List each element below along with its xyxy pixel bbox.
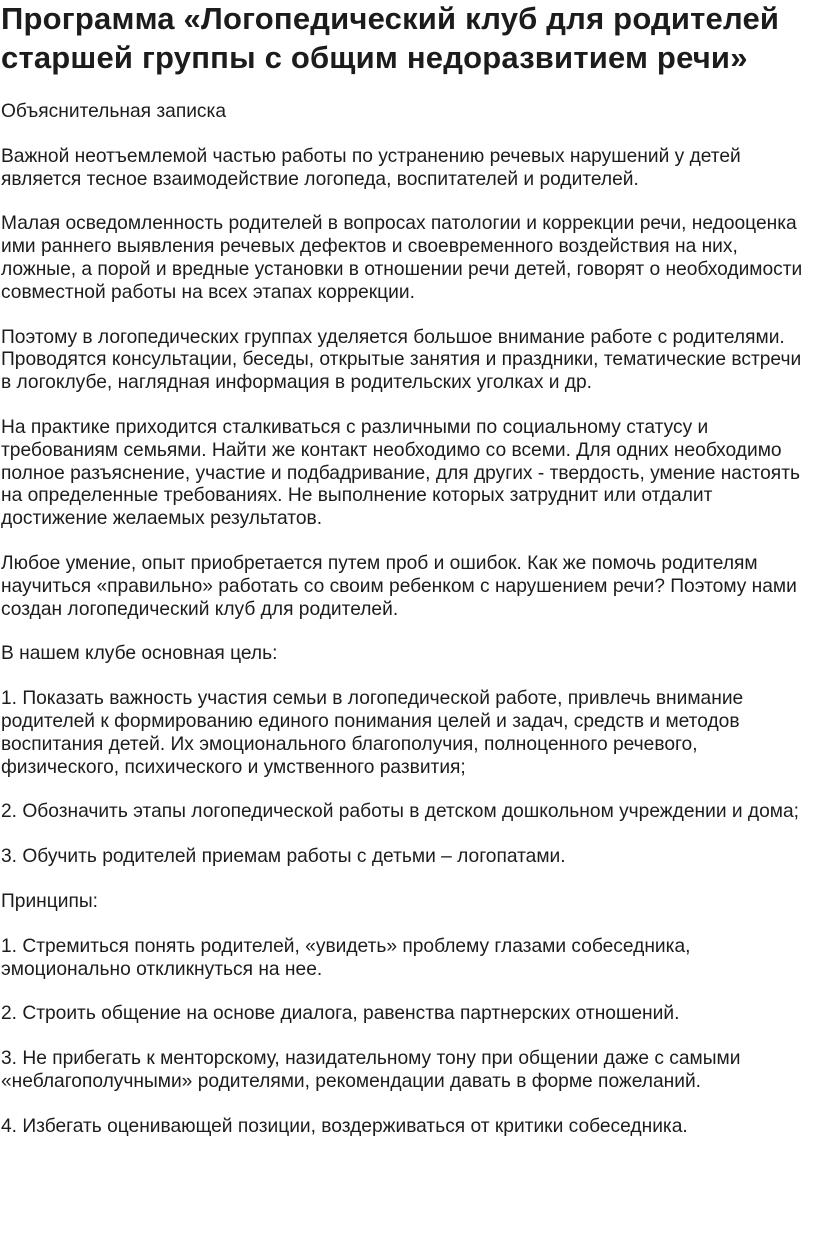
paragraph-practice: На практике приходится сталкиваться с различными по социальному статусу и требованиям семьями. Найти же контакт необходимо со всеми. Для одних необходимо полное разъяснение, участие и подбадривание, для других - твердость, умение настоять на определенные требованиях. Не выполнение которых затруднит или отдалит достижение желаемых результатов. — [1, 416, 800, 530]
list-item-principle-2: 2. Строить общение на основе диалога, равенства партнерских отношений. — [1, 1003, 680, 1025]
list-item-principle-4: 4. Избегать оценивающей позиции, воздерживаться от критики собеседника. — [1, 1115, 688, 1137]
paragraph-principles-heading: Принципы: — [1, 890, 98, 912]
list-item-goal-1: 1. Показать важность участия семьи в логопедической работе, привлечь внимание родителей к формированию единого понимания целей и задач, средств и методов воспитания детей. Их эмоционального благополучия, полноценного речевого, физического, психического и умственного развития; — [1, 688, 744, 778]
paragraph-groups: Поэтому в логопедических группах уделяется большое внимание работе с родителями. Проводятся консультации, беседы, открытые занятия и праздники, тематические встречи в логоклубе, наглядная информация в родительских уголках и др. — [1, 326, 802, 394]
paragraph-intro: Важной неотъемлемой частью работы по устранению речевых нарушений у детей является тесное взаимодействие логопеда, воспитателей и родителей. — [1, 145, 741, 190]
list-item-goal-3: 3. Обучить родителей приемам работы с детьми – логопатами. — [1, 846, 566, 868]
document-subtitle: Объяснительная записка — [1, 101, 227, 122]
paragraph-awareness: Малая осведомленность родителей в вопросах патологии и коррекции речи, недооценка ими раннего выявления речевых дефектов и своевременного воздействия на них, ложные, а порой и вредные установки в отношении речи детей, говорят о необходимости совместной работы на всех этапах коррекции. — [1, 213, 803, 303]
document-title: Программа «Логопедический клуб для родителей старшей группы с общим недоразвитием речи» — [1, 1, 780, 75]
list-item-goal-2: 2. Обозначить этапы логопедической работы в детском дошкольном учреждении и дома; — [1, 801, 799, 823]
paragraph-club: Любое умение, опыт приобретается путем проб и ошибок. Как же помочь родителям научиться «правильно» работать со своим ребенком с нарушением речи? Поэтому нами создан логопедический клуб для родителей. — [1, 552, 797, 620]
paragraph-goal-heading: В нашем клубе основная цель: — [1, 643, 278, 665]
list-item-principle-3: 3. Не прибегать к менторскому, назидательному тону при общении даже с самыми «неблагополучными» родителями, рекомендации давать в форме пожеланий. — [1, 1048, 741, 1092]
list-item-principle-1: 1. Стремиться понять родителей, «увидеть» проблему глазами собеседника, эмоционально откликнуться на нее. — [1, 935, 691, 980]
